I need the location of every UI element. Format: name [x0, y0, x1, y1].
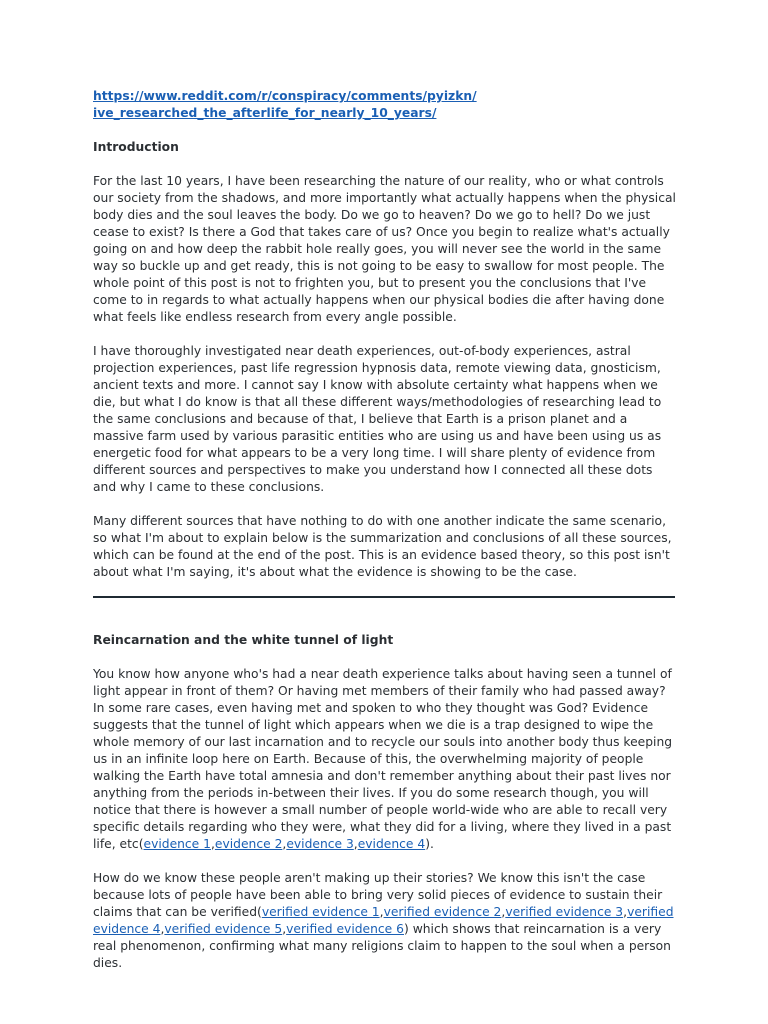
- verified-evidence-link-6[interactable]: verified evidence 6: [286, 922, 404, 936]
- evidence-link-4[interactable]: evidence 4: [357, 837, 426, 851]
- link-separator: ,: [353, 837, 358, 851]
- introduction-heading: Introduction: [93, 140, 179, 154]
- link-separator: ,: [623, 905, 628, 919]
- link-separator: ,: [501, 905, 506, 919]
- reincarnation-paragraph-2: [93, 870, 679, 972]
- evidence-link-1[interactable]: evidence 1: [143, 837, 211, 851]
- source-link-line-1[interactable]: https://www.reddit.com/r/conspiracy/comments/pyizkn/: [93, 89, 477, 103]
- verified-evidence-link-2[interactable]: verified evidence 2: [383, 905, 502, 919]
- reincarnation-p2-text: How do we know these people aren't making up their stories? We know this isn't the case because lots of people have been able to bring very solid pieces of evidence to sustain their claims that can be verified(: [93, 871, 663, 919]
- reincarnation-p1-text: You know how anyone who's had a near death experience talks about having seen a tunnel of light appear in front of them? Or having met members of their family who had passed away? In some rare cases, even having met and spoken to who they thought was God? Evidence suggests that the tunnel of light which appears when we die is a trap designed to wipe the whole memory of our last incarnation and to recycle our souls into another body thus keeping us in an infinite loop here on Earth. Because of this, the overwhelming majority of people walking the Earth have total amnesia and don't remember anything about their past lives nor anything from the periods in-between their lives. If you do some research though, you will notice that there is however a small number of people world-wide who are able to recall very specific details regarding who they were, what they did for a living, where they lived in a past life, etc(: [93, 667, 673, 851]
- reincarnation-heading: Reincarnation and the white tunnel of light: [93, 633, 394, 647]
- evidence-link-3[interactable]: evidence 3: [286, 837, 354, 851]
- section-divider: [93, 596, 675, 598]
- reincarnation-paragraph-1: [93, 666, 679, 853]
- intro-paragraph-1: For the last 10 years, I have been researching the nature of our reality, who or what controls our society from the shadows, and more importantly what actually happens when the physical body dies and the soul leaves the body. Do we go to heaven? Do we go to hell? Do we just cease to exist? Is there a God that takes care of us? Once you begin to realize what's actually going on and how deep the rabbit hole really goes, you will never see the world in the same way so buckle up and get ready, this is not going to be easy to swallow for most people. The whole point of this post is not to frighten you, but to present you the conclusions that I've come to in regards to what actually happens when our physical bodies die after having done what feels like endless research from every angle possible.: [93, 174, 676, 324]
- verified-evidence-link-1[interactable]: verified evidence 1: [261, 905, 380, 919]
- intro-paragraph-2: I have thoroughly investigated near death experiences, out-of-body experiences, astral projection experiences, past life regression hypnosis data, remote viewing data, gnosticism, ancient texts and more. I cannot say I know with absolute certainty what happens when we die, but what I do know is that all these different ways/methodologies of researching lead to the same conclusions and because of that, I believe that Earth is a prison planet and a massive farm used by various parasitic entities who are using us and have been using us as energetic food for what appears to be a very long time. I will share plenty of evidence from different sources and perspectives to make you understand how I connected all these dots and why I came to these conclusions.: [93, 344, 662, 494]
- link-separator: ,: [160, 922, 165, 936]
- document-page: [93, 88, 679, 972]
- link-separator: ,: [379, 905, 384, 919]
- reincarnation-p1-end: ).: [425, 837, 434, 851]
- evidence-link-2[interactable]: evidence 2: [214, 837, 283, 851]
- link-separator: ,: [282, 922, 287, 936]
- link-separator: ,: [282, 837, 287, 851]
- reincarnation-p2-end: ) which shows that reincarnation is a very real phenomenon, confirming what many religions claim to happen to the soul when a person dies.: [93, 922, 671, 970]
- verified-evidence-link-3[interactable]: verified evidence 3: [505, 905, 624, 919]
- link-separator: ,: [210, 837, 215, 851]
- intro-paragraph-3: Many different sources that have nothing to do with one another indicate the same scenario, so what I'm about to explain below is the summarization and conclusions of all these sources, which can be found at the end of the post. This is an evidence based theory, so this post isn't about what I'm saying, it's about what the evidence is showing to be the case.: [93, 514, 672, 579]
- verified-evidence-link-5[interactable]: verified evidence 5: [164, 922, 283, 936]
- source-link-line-2[interactable]: ive_researched_the_afterlife_for_nearly_10_years/: [93, 106, 437, 120]
- verified-evidence-link-4[interactable]: verified evidence 4: [93, 905, 674, 936]
